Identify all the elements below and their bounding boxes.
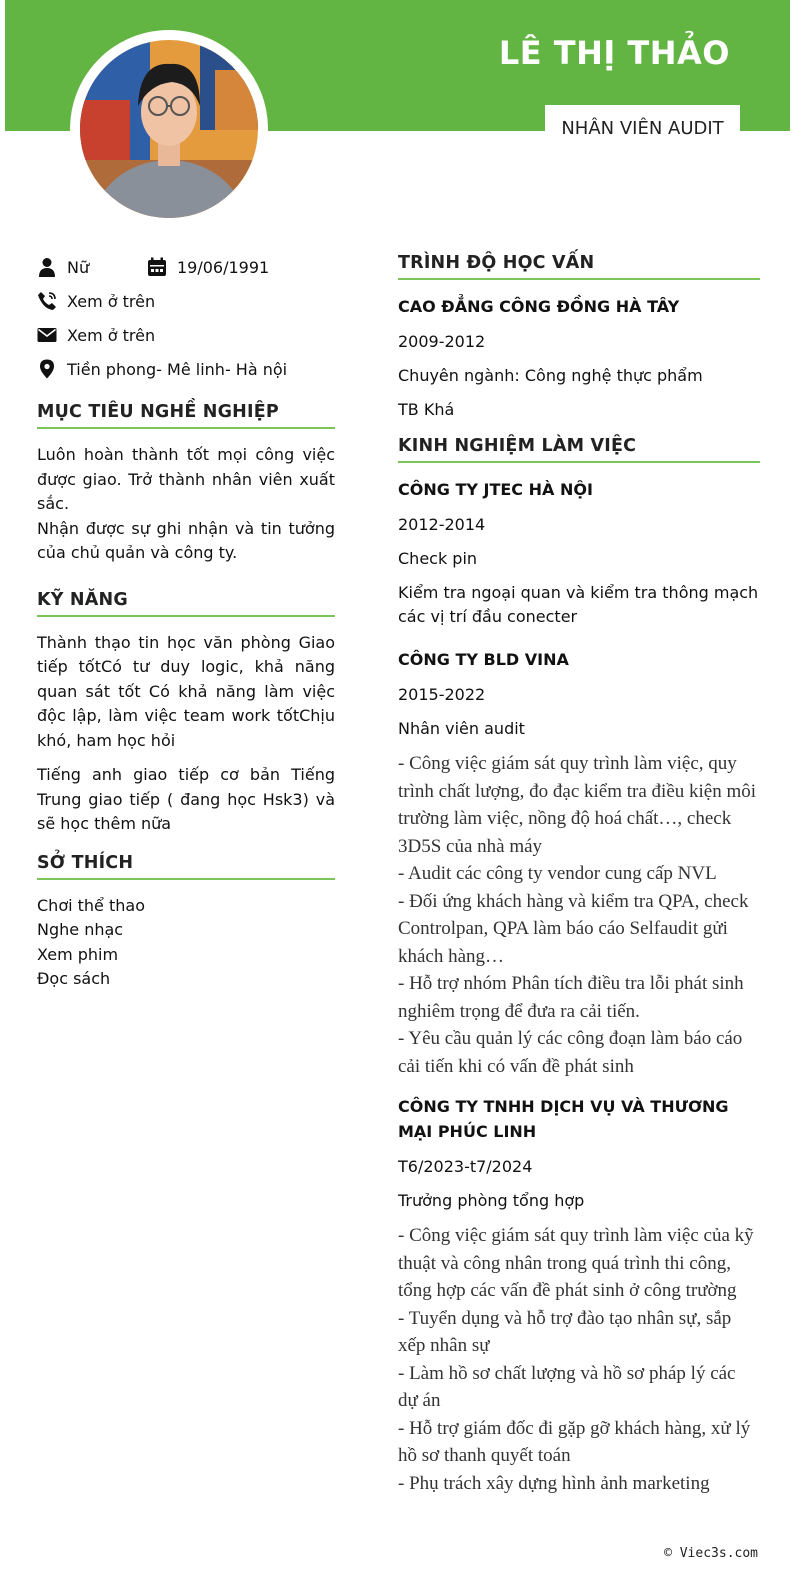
watermark: © Viec3s.com (664, 1546, 758, 1561)
job-desc (398, 1222, 760, 1497)
dob-text: 19/06/1991 (177, 257, 270, 277)
gender-text: Nữ (67, 257, 90, 277)
avatar-photo (80, 40, 258, 218)
phone-icon (37, 291, 57, 311)
hobby-item: Đọc sách (37, 969, 111, 988)
job-desc-line: - Công việc giám sát quy trình làm việc, quy trình chất lượng, đo đạc kiểm tra điều kiện môi trường làm việc, nồng độ hoá chất…, check 3D5S của nhà máy (398, 753, 757, 857)
avatar (80, 40, 258, 218)
skills-text-2: Tiếng anh giao tiếp cơ bản Tiếng Trung giao tiếp ( đang học Hsk3) và sẽ học thêm nữa (37, 765, 335, 833)
email-row (37, 318, 335, 352)
email-text: Xem ở trên (67, 325, 156, 345)
education-grade: TB Khá (398, 400, 455, 419)
job-desc-line: - Audit các công ty vendor cung cấp NVL (398, 863, 717, 884)
job-entry (398, 647, 760, 1080)
hobby-item: Xem phim (37, 944, 119, 964)
hobbies-heading: SỞ THÍCH (37, 853, 335, 880)
job-title: NHÂN VIÊN AUDIT (561, 118, 724, 139)
hobby-item: Chơi thể thao (37, 895, 145, 915)
education-major: Chuyên ngành: Công nghệ thực phẩm (398, 366, 703, 385)
job-entry (398, 1094, 760, 1497)
experience-heading: KINH NGHIỆM LÀM VIỆC (398, 436, 760, 463)
skills-text-1: Thành thạo tin học văn phòng Giao tiếp tốtCó tư duy logic, khả năng quan sát tốt Có khả năng làm việc độc lập, làm việc team work tốtChịu khó, ham học hỏi (37, 632, 335, 750)
mail-icon (37, 325, 57, 345)
job-role: Trưởng phòng tổng hợp (398, 1191, 585, 1210)
address-text: Tiền phong- Mê linh- Hà nội (67, 359, 288, 379)
objective-text: Luôn hoàn thành tốt mọi công việc được giao. Trở thành nhân viên xuất sắc. (37, 445, 335, 513)
calendar-icon (147, 257, 167, 277)
person-icon (37, 257, 57, 277)
job-desc-line: - Hỗ trợ nhóm Phân tích điều tra lỗi phát sinh nghiêm trọng để đưa ra cải tiến. (398, 973, 744, 1022)
company-name: CÔNG TY BLD VINA (398, 650, 569, 669)
objective-heading: MỤC TIÊU NGHỀ NGHIỆP (37, 402, 335, 429)
job-desc (398, 750, 760, 1080)
job-role: Nhân viên audit (398, 719, 525, 738)
job-title-box (545, 105, 740, 150)
company-name: CÔNG TY JTEC HÀ NỘI (398, 480, 593, 499)
job-desc-line: - Làm hồ sơ chất lượng và hồ sơ pháp lý các dự án (398, 1362, 736, 1411)
job-desc-line: - Hỗ trợ giám đốc đi gặp gỡ khách hàng, xử lý hồ sơ thanh quyết toán (398, 1417, 751, 1466)
gender-dob-row (37, 250, 335, 284)
hobby-item: Nghe nhạc (37, 920, 124, 939)
address-row (37, 352, 335, 386)
job-desc-line: - Tuyển dụng và hỗ trợ đào tạo nhân sự, sắp xếp nhân sự (398, 1307, 732, 1356)
job-period: 2015-2022 (398, 685, 486, 704)
location-icon (37, 359, 57, 379)
phone-text: Xem ở trên (67, 291, 156, 311)
hobbies-list (37, 894, 335, 992)
job-desc-line: - Đối ứng khách hàng và kiểm tra QPA, check Controlpan, QPA làm báo cáo Selfaudit gửi khách hàng… (398, 890, 749, 967)
job-desc: Kiểm tra ngoại quan và kiểm tra thông mạch các vị trí đầu conecter (398, 583, 759, 626)
company-name: CÔNG TY TNHH DỊCH VỤ VÀ THƯƠNG MẠI PHÚC LINH (398, 1097, 729, 1141)
job-desc-line: - Phụ trách xây dựng hình ảnh marketing (398, 1472, 710, 1494)
job-desc-line: - Yêu cầu quản lý các công đoạn làm báo cáo cải tiến khi có vấn đề phát sinh (398, 1028, 743, 1077)
skills-heading: KỸ NĂNG (37, 590, 335, 617)
job-entry (398, 477, 760, 629)
job-period: T6/2023-t7/2024 (398, 1157, 533, 1176)
job-role: Check pin (398, 549, 478, 568)
education-heading: TRÌNH ĐỘ HỌC VẤN (398, 253, 760, 280)
left-column (37, 250, 335, 992)
school-name: CAO ĐẲNG CÔNG ĐỒNG HÀ TÂY (398, 297, 680, 316)
right-column (398, 253, 760, 1497)
education-period: 2009-2012 (398, 332, 486, 351)
job-period: 2012-2014 (398, 515, 486, 534)
candidate-name: LÊ THỊ THẢO (498, 34, 730, 72)
objective-text-2: Nhận được sự ghi nhận và tin tưởng của chủ quản và công ty. (37, 518, 335, 562)
job-desc-line: - Công việc giám sát quy trình làm việc của kỹ thuật và công nhân trong quá trình thi công, tổng hợp các vấn đề phát sinh ở công trường (398, 1225, 754, 1301)
phone-row (37, 284, 335, 318)
